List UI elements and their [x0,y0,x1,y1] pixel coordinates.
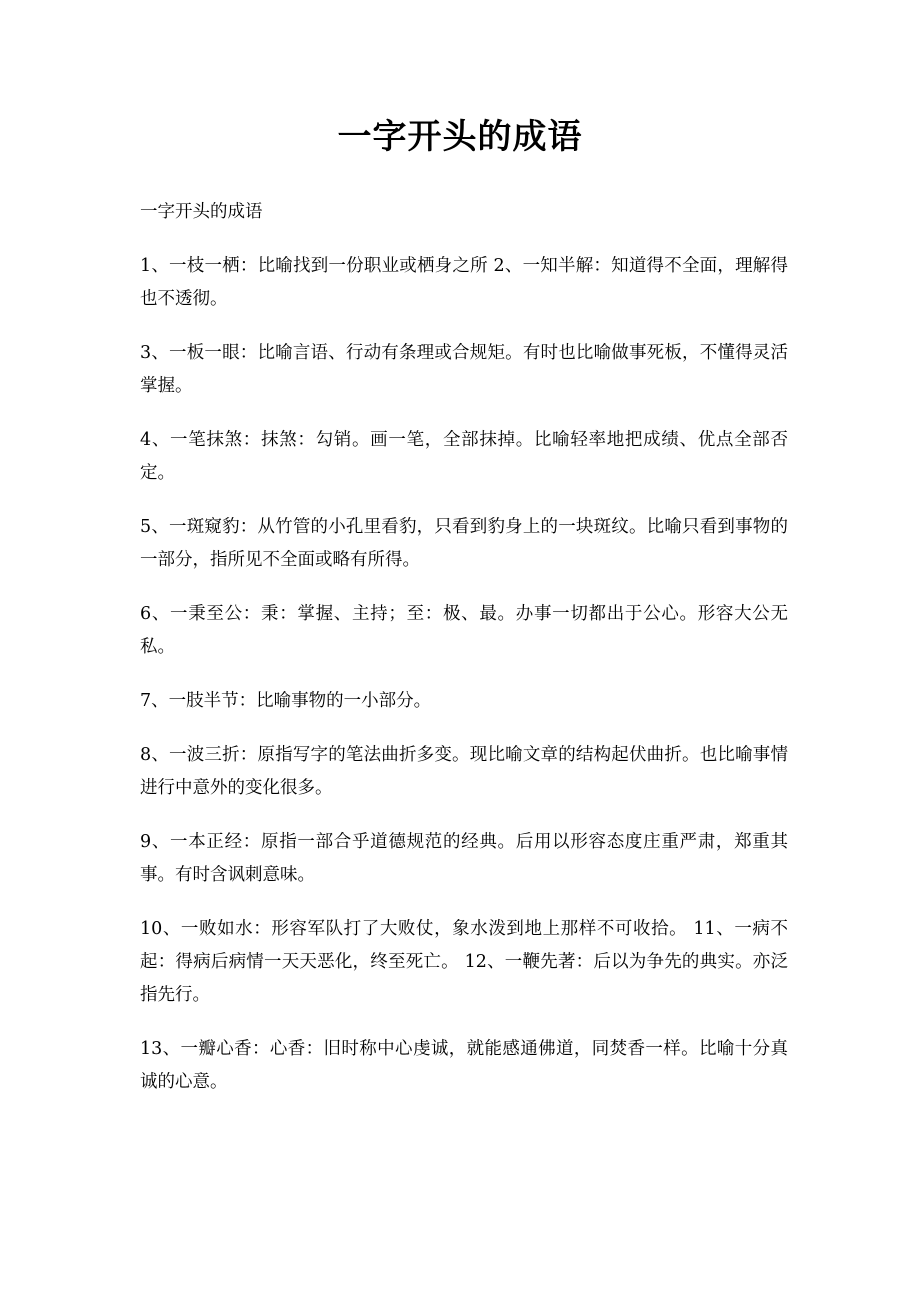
idiom-paragraph: 1、一枝一栖：比喻找到一份职业或栖身之所 2、一知半解：知道得不全面，理解得也不透彻。 [140,256,788,309]
idiom-paragraph: 10、一败如水：形容军队打了大败仗，象水泼到地上那样不可收拾。 11、一病不起：得病后病情一天天恶化，终至死亡。 12、一鞭先著：后以为争先的典实。亦泛指先行。 [140,919,788,1005]
subtitle: 一字开头的成语 [140,202,263,222]
idiom-paragraph: 9、一本正经：原指一部合乎道德规范的经典。后用以形容态度庄重严肃，郑重其事。有时含讽刺意味。 [140,832,788,885]
idiom-paragraph: 8、一波三折：原指写字的笔法曲折多变。现比喻文章的结构起伏曲折。也比喻事情进行中意外的变化很多。 [140,745,788,798]
idiom-paragraph: 3、一板一眼：比喻言语、行动有条理或合规矩。有时也比喻做事死板，不懂得灵活掌握。 [140,343,788,396]
idiom-paragraph: 6、一秉至公：秉：掌握、主持；至：极、最。办事一切都出于公心。形容大公无私。 [140,604,788,657]
page-title: 一字开头的成语 [337,117,583,157]
idiom-paragraph: 7、一肢半节：比喻事物的一小部分。 [140,691,432,711]
idiom-paragraph: 13、一瓣心香：心香：旧时称中心虔诚，就能感通佛道，同焚香一样。比喻十分真诚的心意。 [140,1039,788,1092]
document-body [140,196,788,1120]
idiom-paragraph: 4、一笔抹煞：抹煞：勾销。画一笔，全部抹掉。比喻轻率地把成绩、优点全部否定。 [140,430,788,483]
idiom-paragraph: 5、一斑窥豹：从竹管的小孔里看豹，只看到豹身上的一块斑纹。比喻只看到事物的一部分，指所见不全面或略有所得。 [140,517,788,570]
